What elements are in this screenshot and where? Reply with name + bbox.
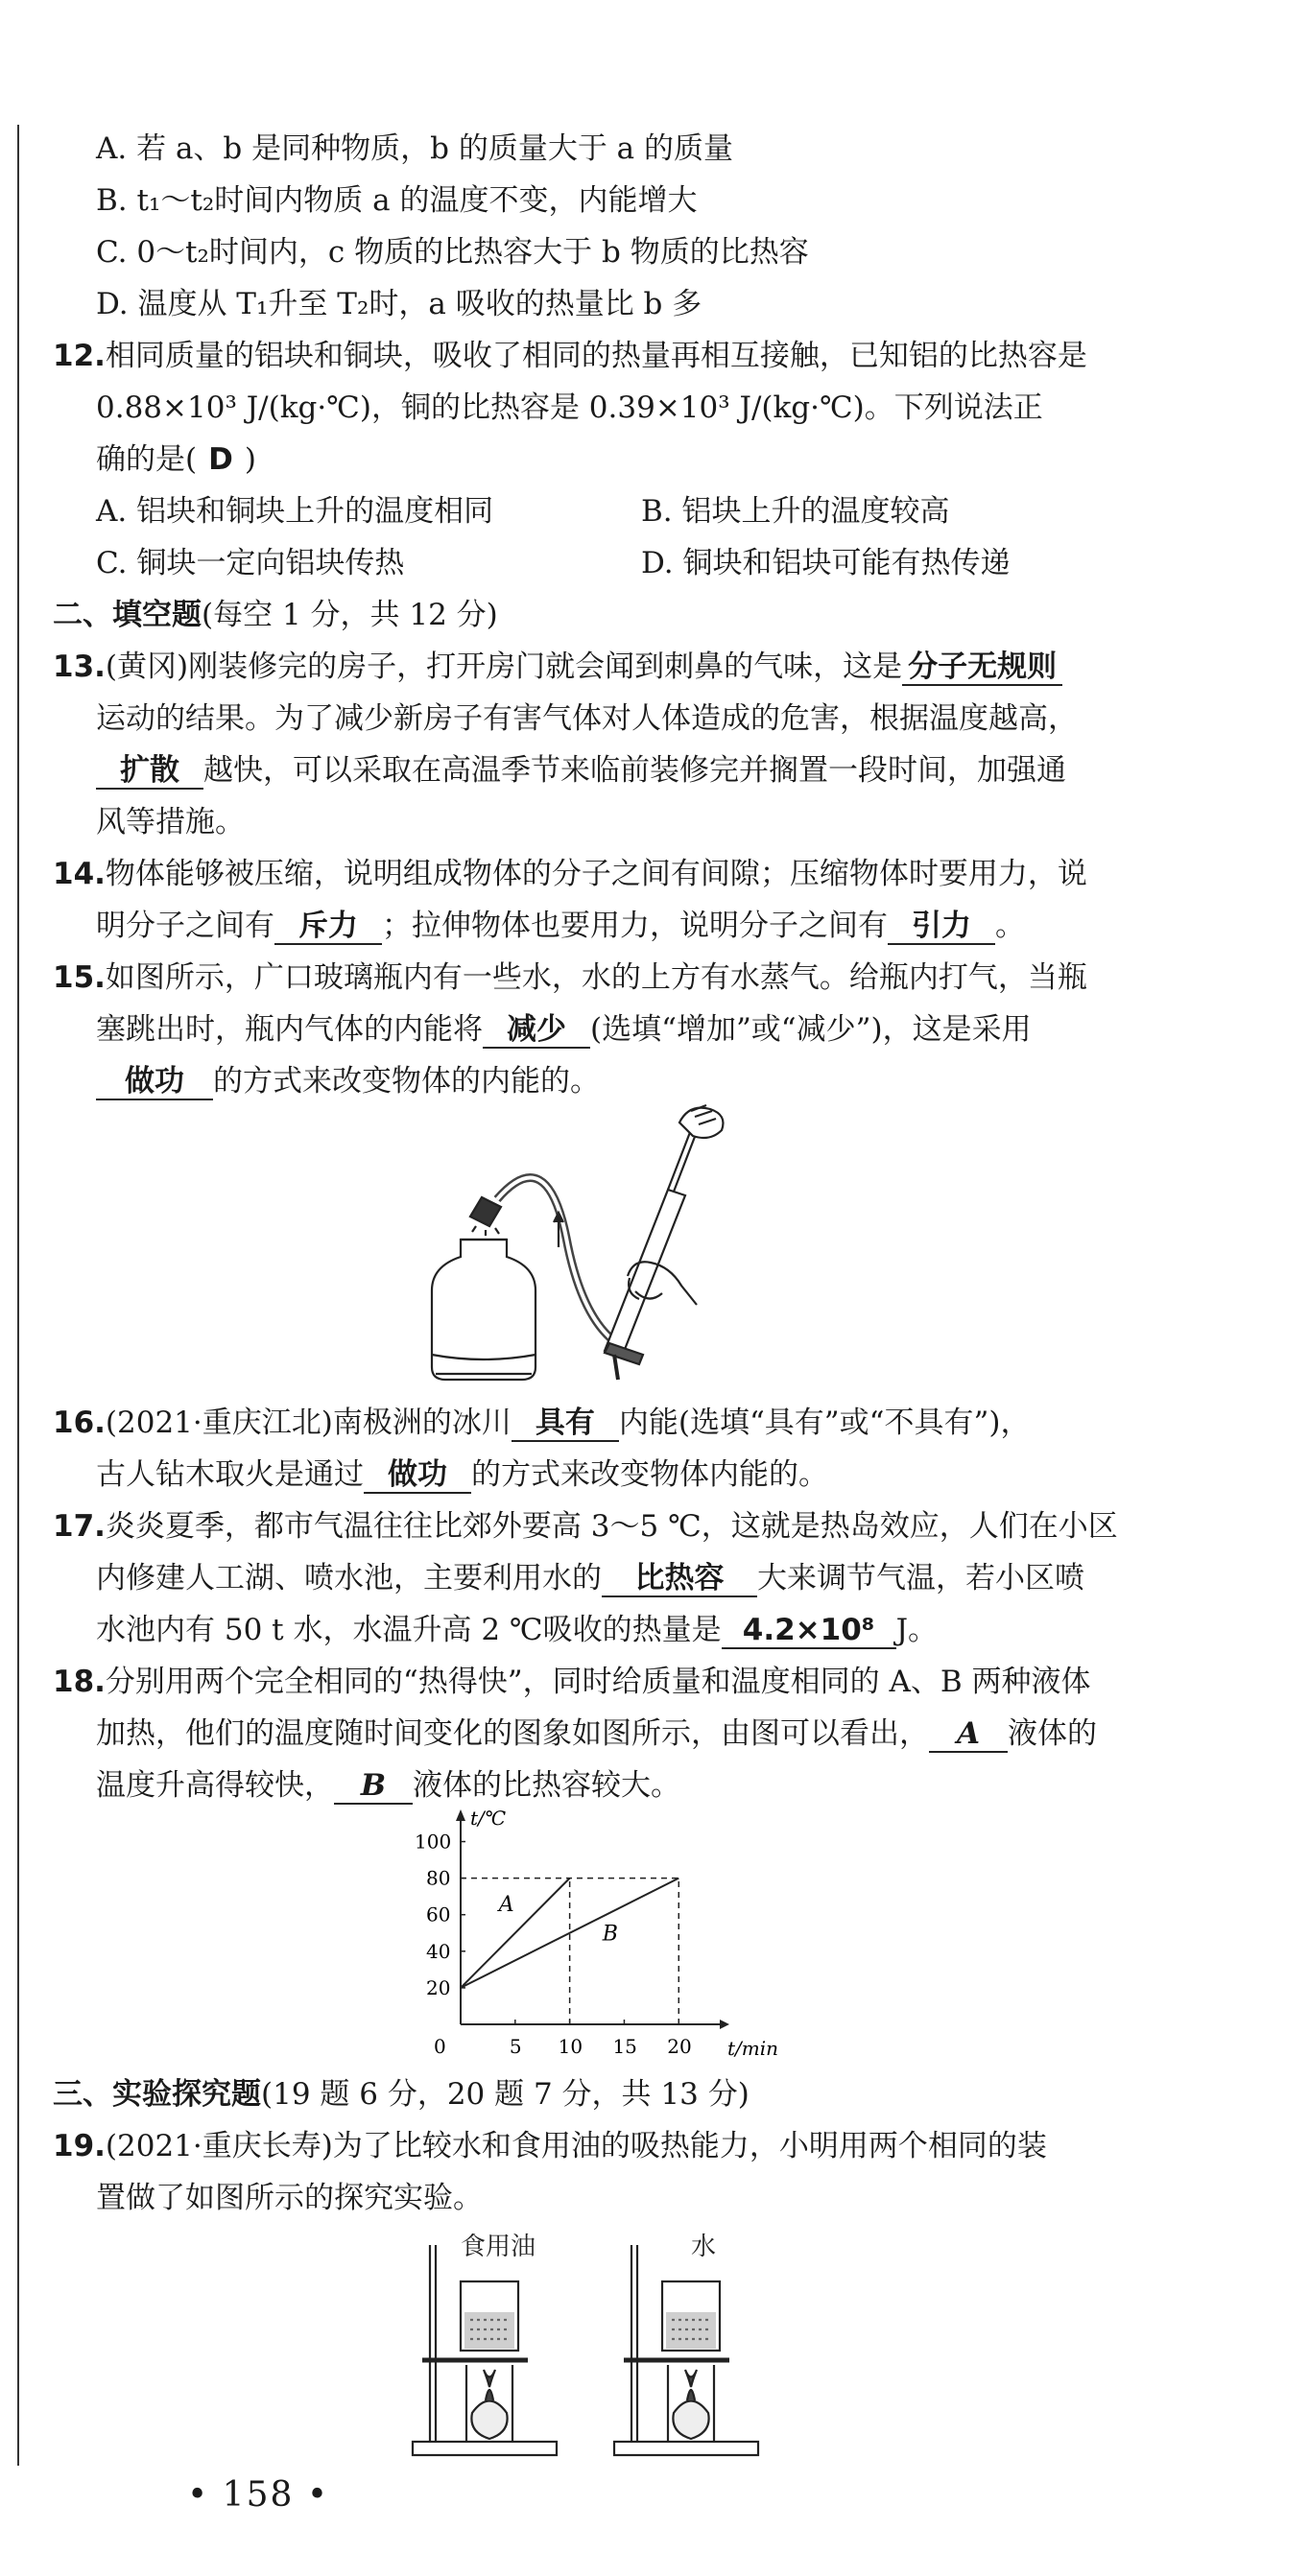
q13-line-2: 运动的结果。为了减少新房子有害气体对人体造成的危害，根据温度越高， bbox=[96, 701, 1078, 736]
q11-option-d: D. 温度从 T₁升至 T₂时，a 吸收的热量比 b 多 bbox=[96, 287, 702, 321]
series-label-b: B bbox=[602, 1922, 618, 1947]
q15-line-1: 15.如图所示，广口玻璃瓶内有一些水，水的上方有水蒸气。给瓶内打气，当瓶 bbox=[53, 960, 1087, 995]
q12-option-b: B. 铝块上升的温度较高 bbox=[641, 494, 950, 529]
temperature-time-chart bbox=[384, 1804, 779, 2063]
q12-answer: D bbox=[208, 442, 233, 477]
section-2-heading: 二、填空题(每空 1 分，共 12 分) bbox=[53, 598, 498, 632]
y-tick-label: 80 bbox=[426, 1866, 451, 1890]
q15-line-3: 做功 的方式来改变物体的内能的。 bbox=[96, 1061, 600, 1101]
q19-line-1: 19.(2021·重庆长寿)为了比较水和食用油的吸热能力，小明用两个相同的装 bbox=[53, 2129, 1047, 2163]
q13-line-4: 风等措施。 bbox=[96, 805, 245, 839]
y-axis-arrow bbox=[456, 1809, 465, 1821]
q14-line-1: 14.物体能够被压缩，说明组成物体的分子之间有间隙；压缩物体时要用力，说 bbox=[53, 857, 1087, 891]
q13-line-1: 13.(黄冈)刚装修完的房子，打开房门就会闻到刺鼻的气味，这是 分子无规则 bbox=[53, 647, 1062, 687]
x-tick-label: 5 bbox=[509, 2035, 522, 2058]
q18-line-3: 温度升高得较快， B 液体的比热容较大。 bbox=[96, 1768, 680, 1803]
apparatus-right bbox=[614, 2245, 758, 2455]
q12-option-c: C. 铜块一定向铝块传热 bbox=[96, 546, 405, 580]
q16-answer-2: 做功 bbox=[364, 1457, 471, 1494]
y-tick-label: 40 bbox=[426, 1939, 451, 1963]
margin-rule bbox=[17, 125, 19, 2466]
series-label-a: A bbox=[498, 1892, 514, 1917]
q17-answer-2: 4.2×10⁸ bbox=[722, 1613, 896, 1649]
q19-line-2: 置做了如图所示的探究实验。 bbox=[96, 2181, 483, 2215]
q18-answer-1: A bbox=[929, 1716, 1008, 1753]
q13-line-3: 扩散 越快，可以采取在高温季节来临前装修完并搁置一段时间，加强通 bbox=[96, 750, 1066, 791]
q14-line-2: 明分子之间有 斥力 ；拉伸物体也要用力，说明分子之间有 引力 。 bbox=[96, 909, 1025, 943]
q13-answer-1: 分子无规则 bbox=[902, 650, 1062, 686]
q15-answer-2: 做功 bbox=[96, 1064, 213, 1100]
q18-line-1: 18.分别用两个完全相同的“热得快”，同时给质量和温度相同的 A、B 两种液体 bbox=[53, 1665, 1091, 1699]
q12-line-2: 0.88×10³ J/(kg·℃)，铜的比热容是 0.39×10³ J/(kg·℃)。下列说法正 bbox=[96, 390, 1043, 425]
q11-option-a: A. 若 a、b 是同种物质，b 的质量大于 a 的质量 bbox=[96, 131, 734, 166]
apparatus-left bbox=[413, 2245, 557, 2455]
series-line-a bbox=[461, 1879, 570, 1988]
label-cooking-oil: 食用油 bbox=[461, 2233, 536, 2261]
x-axis-label: t/min bbox=[727, 2037, 779, 2060]
y-tick-label: 100 bbox=[415, 1830, 452, 1854]
q13-answer-2: 扩散 bbox=[96, 753, 203, 790]
q12-option-d: D. 铜块和铝块可能有热传递 bbox=[641, 546, 1011, 580]
x-tick-label: 0 bbox=[434, 2035, 446, 2058]
q14-answer-2: 引力 bbox=[888, 909, 995, 945]
q16-answer-1: 具有 bbox=[512, 1406, 619, 1442]
page-number: • 158 • bbox=[187, 2475, 330, 2515]
heating-apparatus-figure bbox=[403, 2226, 787, 2461]
x-tick-label: 10 bbox=[558, 2035, 583, 2058]
section-3-heading: 三、实验探究题(19 题 6 分，20 题 7 分，共 13 分) bbox=[53, 2077, 750, 2112]
x-axis-arrow bbox=[720, 2020, 729, 2029]
q17-answer-1: 比热容 bbox=[602, 1561, 757, 1597]
label-water: 水 bbox=[691, 2233, 717, 2261]
x-tick-label: 15 bbox=[612, 2035, 637, 2058]
q16-line-2: 古人钻木取火是通过 做功 的方式来改变物体内能的。 bbox=[96, 1457, 828, 1492]
q17-line-2: 内修建人工湖、喷水池，主要利用水的 比热容 大来调节气温，若小区喷 bbox=[96, 1561, 1084, 1595]
q15-line-2: 塞跳出时，瓶内气体的内能将 减少 (选填“增加”或“减少”)，这是采用 bbox=[96, 1012, 1032, 1047]
q12-line-3: 确的是( D ) bbox=[96, 442, 256, 477]
q17-line-1: 17.炎炎夏季，都市气温往往比郊外要高 3～5 ℃，这就是热岛效应，人们在小区 bbox=[53, 1509, 1118, 1544]
y-tick-label: 60 bbox=[426, 1902, 451, 1926]
q12-number: 12. bbox=[53, 339, 106, 373]
q18-answer-2: B bbox=[334, 1768, 413, 1805]
q14-answer-1: 斥力 bbox=[274, 909, 382, 945]
q12-line-1: 12.相同质量的铝块和铜块，吸收了相同的热量再相互接触，已知铝的比热容是 bbox=[53, 339, 1087, 373]
bottle-pump-figure bbox=[422, 1103, 739, 1391]
y-tick-label: 20 bbox=[426, 1975, 451, 1999]
q16-line-1: 16.(2021·重庆江北)南极洲的冰川 具有 内能(选填“具有”或“不具有”)， bbox=[53, 1406, 1031, 1440]
q11-option-c: C. 0～t₂时间内，c 物质的比热容大于 b 物质的比热容 bbox=[96, 235, 809, 270]
q15-answer-1: 减少 bbox=[483, 1012, 590, 1049]
q12-option-a: A. 铝块和铜块上升的温度相同 bbox=[96, 494, 494, 529]
y-axis-label: t/℃ bbox=[470, 1807, 507, 1830]
q11-option-b: B. t₁～t₂时间内物质 a 的温度不变，内能增大 bbox=[96, 183, 698, 218]
x-tick-label: 20 bbox=[667, 2035, 692, 2058]
q18-line-2: 加热，他们的温度随时间变化的图象如图所示，由图可以看出， A 液体的 bbox=[96, 1716, 1097, 1751]
q17-line-3: 水池内有 50 t 水，水温升高 2 ℃吸收的热量是 4.2×10⁸ J。 bbox=[96, 1613, 939, 1647]
